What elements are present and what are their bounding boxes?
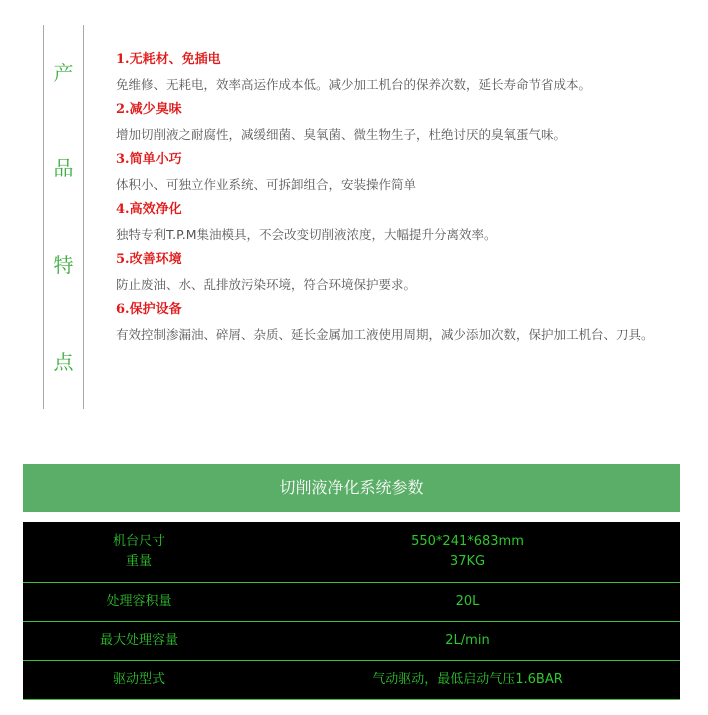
- params-header: 切削液净化系统参数: [23, 464, 680, 512]
- feature-desc: 防止废油、水、乱排放污染环境，符合环境保护要求。: [116, 277, 417, 292]
- params-row-capacity: [23, 622, 680, 661]
- feature-item: [116, 147, 696, 197]
- param-label: 驱动型式: [112, 672, 165, 687]
- param-label: 重量: [125, 554, 152, 569]
- params-table: [23, 522, 680, 700]
- param-label: 最大处理容量: [99, 633, 178, 648]
- side-char-3: 特: [53, 253, 74, 277]
- feature-item: [116, 97, 696, 147]
- param-value: 550*241*683mm: [411, 534, 524, 549]
- feature-item: [116, 197, 696, 247]
- feature-list: [116, 47, 696, 347]
- params-row-size-weight: [23, 522, 680, 583]
- product-features-section: [43, 25, 698, 409]
- feature-title: 6.保护设备: [116, 302, 182, 317]
- feature-title: 1.无耗材、免插电: [116, 52, 221, 67]
- feature-desc: 体积小、可独立作业系统、可拆卸组合，安装操作简单: [116, 177, 417, 192]
- feature-desc: 有效控制渗漏油、碎屑、杂质、延长金属加工液使用周期，减少添加次数，保护加工机台、刀具。: [116, 327, 654, 342]
- param-value: 气动驱动，最低启动气压1.6BAR: [372, 672, 563, 687]
- params-row-drive: [23, 661, 680, 700]
- feature-title: 2.减少臭味: [116, 102, 182, 117]
- param-value: 2L/min: [445, 633, 490, 648]
- side-char-1: 产: [53, 61, 74, 85]
- feature-item: [116, 47, 696, 97]
- param-value: 20L: [455, 594, 480, 609]
- param-label: 处理容积量: [106, 594, 172, 609]
- feature-desc: 增加切削液之耐腐性，减缓细菌、臭氧菌、微生物生子，杜绝讨厌的臭氧蛋气味。: [116, 127, 567, 142]
- side-char-2: 品: [53, 156, 74, 180]
- feature-item: [116, 297, 696, 347]
- side-char-4: 点: [53, 350, 74, 374]
- feature-desc: 独特专利T.P.M集油模具，不会改变切削液浓度，大幅提升分离效率。: [116, 227, 497, 242]
- feature-title: 5.改善环境: [116, 252, 182, 267]
- param-value: 37KG: [449, 554, 486, 569]
- param-label-cell: [23, 532, 255, 572]
- param-label: 机台尺寸: [112, 534, 165, 549]
- param-value-cell: [255, 532, 680, 572]
- params-row-volume: [23, 583, 680, 622]
- feature-title: 3.简单小巧: [116, 152, 182, 167]
- feature-item: [116, 247, 696, 297]
- feature-desc: 免维修、无耗电，效率高运作成本低。减少加工机台的保养次数，延长寿命节省成本。: [116, 77, 592, 92]
- feature-title: 4.高效净化: [116, 202, 182, 217]
